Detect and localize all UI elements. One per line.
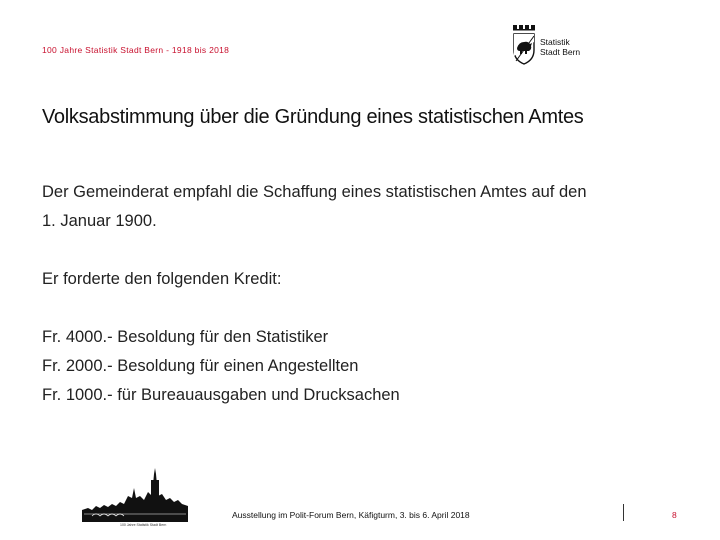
skyline-illustration bbox=[82, 466, 188, 522]
logo-line-stadt-bern: Stadt Bern bbox=[540, 47, 581, 57]
skyline-caption: 100 Jahre Statistik Stadt Bern bbox=[120, 523, 167, 527]
credit-item: Fr. 2000.- Besoldung für einen Angestellten bbox=[42, 357, 359, 375]
credit-item: Fr. 1000.- für Bureauausgaben und Drucksachen bbox=[42, 386, 400, 404]
header-title: 100 Jahre Statistik Stadt Bern - 1918 bis 2018 bbox=[42, 45, 230, 55]
footer-exhibition: Ausstellung im Polit-Forum Bern, Käfigturm, 3. bis 6. April 2018 bbox=[232, 510, 470, 520]
logo-line-statistik: Statistik bbox=[540, 37, 570, 47]
credit-item: Fr. 4000.- Besoldung für den Statistiker bbox=[42, 328, 329, 346]
bern-crest-icon bbox=[512, 24, 538, 66]
paragraph-recommendation-line2: 1. Januar 1900. bbox=[42, 212, 157, 230]
logo-text bbox=[540, 37, 580, 57]
statistik-bern-logo bbox=[512, 24, 602, 70]
bern-skyline-image bbox=[82, 466, 188, 530]
slide-body bbox=[42, 178, 682, 410]
footer-divider bbox=[623, 504, 624, 521]
paragraph-recommendation-line1: Der Gemeinderat empfahl die Schaffung eines statistischen Amtes auf den bbox=[42, 183, 587, 201]
paragraph-credit-intro: Er forderte den folgenden Kredit: bbox=[42, 270, 282, 288]
slide-title: Volksabstimmung über die Gründung eines statistischen Amtes bbox=[42, 106, 584, 128]
page-number: 8 bbox=[672, 510, 677, 520]
